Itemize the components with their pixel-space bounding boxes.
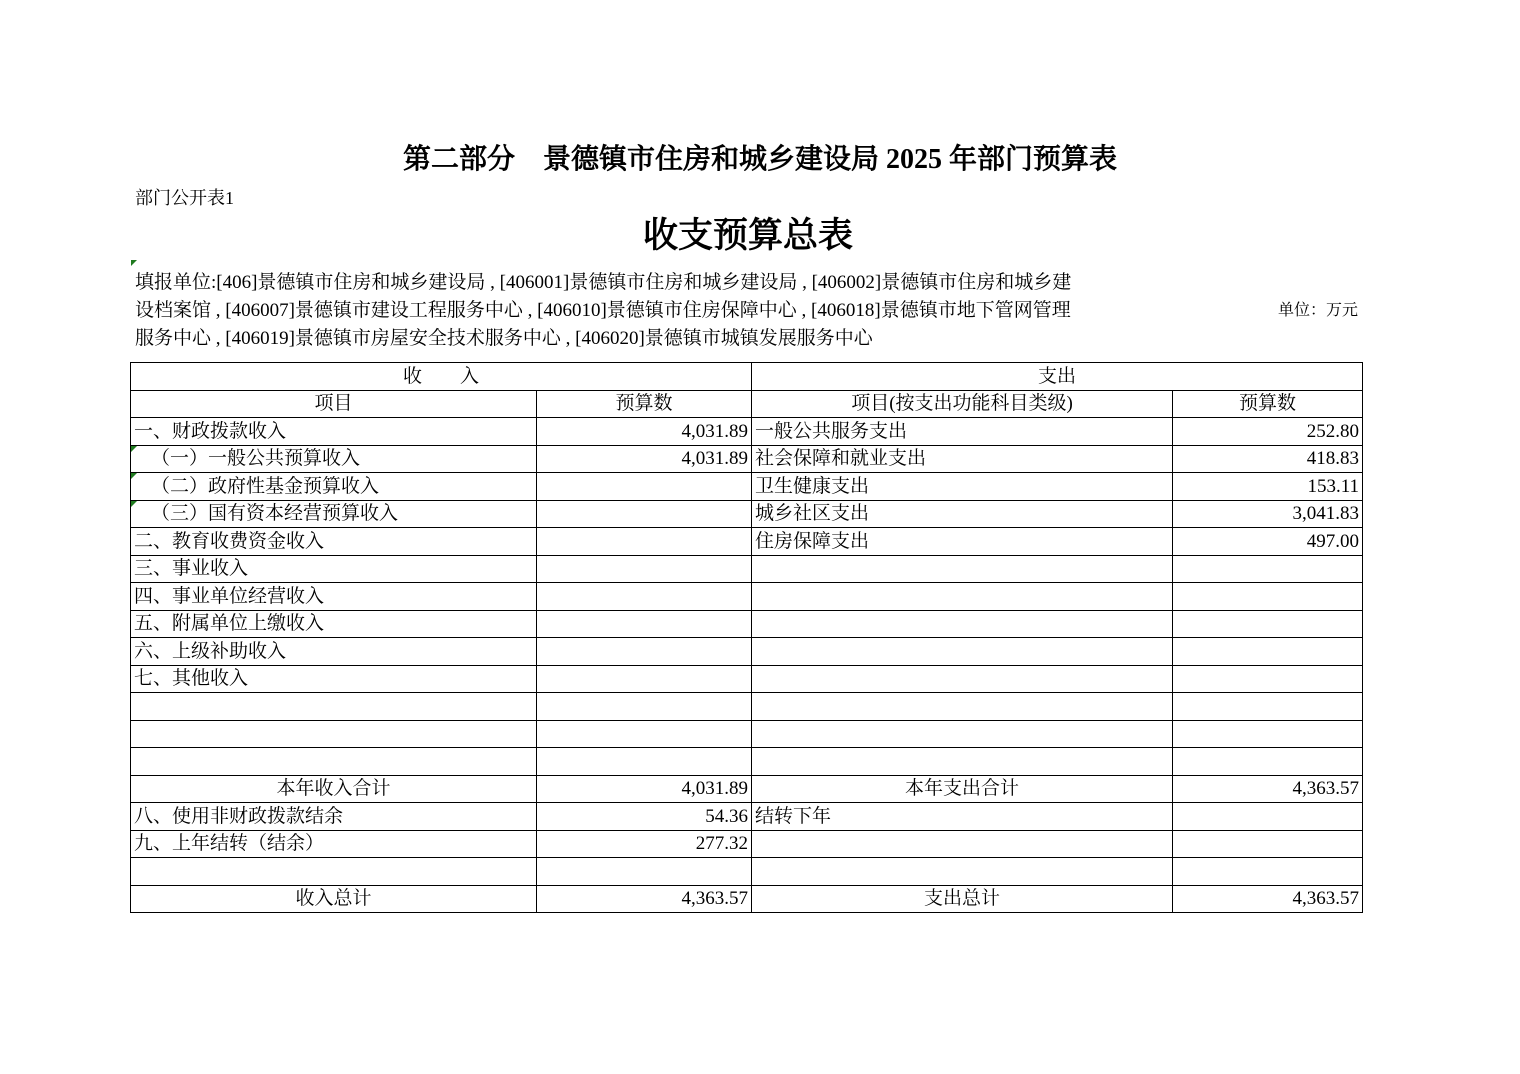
- table-row: [131, 610, 1363, 638]
- part-title: 第二部分 景德镇市住房和城乡建设局 2025 年部门预算表: [402, 144, 1117, 175]
- income-item: 三、事业收入: [131, 555, 537, 583]
- cell-marker-icon: [131, 260, 137, 266]
- budget-table: [130, 362, 1363, 913]
- expense-total-value: 4,363.57: [1173, 885, 1363, 913]
- expense-value: [1173, 803, 1363, 831]
- expense-item: [752, 830, 1173, 858]
- header-expense-budget: 预算数: [1173, 390, 1363, 418]
- fill-unit-line: 设档案馆 , [406007]景德镇市建设工程服务中心 , [406010]景德镇市住房保障中心 , [406018]景德镇市地下管网管理: [135, 300, 1071, 321]
- expense-value: 153.11: [1173, 473, 1363, 501]
- expense-value: 418.83: [1173, 445, 1363, 473]
- expense-item: [752, 583, 1173, 611]
- income-value: 4,031.89: [537, 445, 752, 473]
- income-subtotal-label: 本年收入合计: [131, 775, 537, 803]
- table-row-empty: [131, 693, 1363, 721]
- expense-item: 卫生健康支出: [752, 473, 1173, 501]
- fill-unit-text: [135, 269, 1071, 353]
- expense-value: [1173, 583, 1363, 611]
- header-expense: 支出: [752, 363, 1363, 391]
- table-row-total: [131, 885, 1363, 913]
- fill-unit-line: 服务中心 , [406019]景德镇市房屋安全技术服务中心 , [406020]景德镇市城镇发展服务中心: [135, 328, 873, 349]
- expense-value: [1173, 555, 1363, 583]
- table-row-empty: [131, 748, 1363, 776]
- income-value: [537, 858, 752, 886]
- expense-item: [752, 858, 1173, 886]
- income-item: 二、教育收费资金收入: [131, 528, 537, 556]
- income-value: 54.36: [537, 803, 752, 831]
- income-item: 五、附属单位上缴收入: [131, 610, 537, 638]
- cell-marker-icon: [131, 501, 137, 507]
- fill-unit-line: 填报单位:[406]景德镇市住房和城乡建设局 , [406001]景德镇市住房和城乡建设局 , [406002]景德镇市住房和城乡建: [135, 272, 1072, 293]
- income-item-label: （三）国有资本经营预算收入: [151, 503, 399, 525]
- income-item: 六、上级补助收入: [131, 638, 537, 666]
- expense-item: 一般公共服务支出: [752, 418, 1173, 446]
- expense-item: [752, 665, 1173, 693]
- income-subtotal-value: 4,031.89: [537, 775, 752, 803]
- income-value: [537, 638, 752, 666]
- expense-item: [752, 555, 1173, 583]
- income-item: [131, 500, 537, 528]
- income-item: [131, 445, 537, 473]
- expense-item: [752, 638, 1173, 666]
- expense-value: 3,041.83: [1173, 500, 1363, 528]
- expense-item: [752, 720, 1173, 748]
- income-item: 四、事业单位经营收入: [131, 583, 537, 611]
- expense-value: [1173, 665, 1363, 693]
- expense-value: [1173, 748, 1363, 776]
- table-row: [131, 555, 1363, 583]
- table-row-empty: [131, 720, 1363, 748]
- table-row: [131, 583, 1363, 611]
- income-item: [131, 473, 537, 501]
- expense-item: 社会保障和就业支出: [752, 445, 1173, 473]
- header-expense-item: 项目(按支出功能科目类级): [752, 390, 1173, 418]
- header-income-budget: 预算数: [537, 390, 752, 418]
- expense-item: [752, 748, 1173, 776]
- table-row-empty: [131, 858, 1363, 886]
- table-row: [131, 528, 1363, 556]
- expense-value: 252.80: [1173, 418, 1363, 446]
- unit-label: 单位：万元: [1277, 302, 1358, 319]
- expense-subtotal-label: 本年支出合计: [752, 775, 1173, 803]
- expense-value: 497.00: [1173, 528, 1363, 556]
- table-row: [131, 830, 1363, 858]
- income-item: [131, 858, 537, 886]
- income-value: 4,031.89: [537, 418, 752, 446]
- income-item: [131, 693, 537, 721]
- income-item: [131, 720, 537, 748]
- income-value: [537, 500, 752, 528]
- table-row: [131, 500, 1363, 528]
- expense-item: [752, 610, 1173, 638]
- income-value: [537, 528, 752, 556]
- table-row: [131, 803, 1363, 831]
- expense-item: [752, 693, 1173, 721]
- income-value: [537, 610, 752, 638]
- income-value: [537, 665, 752, 693]
- income-value: [537, 555, 752, 583]
- income-total-value: 4,363.57: [537, 885, 752, 913]
- income-value: [537, 693, 752, 721]
- expense-subtotal-value: 4,363.57: [1173, 775, 1363, 803]
- table-row: [131, 638, 1363, 666]
- expense-item: 城乡社区支出: [752, 500, 1173, 528]
- expense-value: [1173, 720, 1363, 748]
- expense-value: [1173, 638, 1363, 666]
- table-code: 部门公开表1: [135, 188, 234, 208]
- income-item-label: （一）一般公共预算收入: [151, 448, 361, 470]
- cell-marker-icon: [131, 446, 137, 452]
- header-income-item: 项目: [131, 390, 537, 418]
- income-value: [537, 583, 752, 611]
- table-row-subtotal: [131, 775, 1363, 803]
- expense-value: [1173, 858, 1363, 886]
- header-row-group: [131, 363, 1363, 391]
- expense-value: [1173, 610, 1363, 638]
- table-row: [131, 418, 1363, 446]
- expense-total-label: 支出总计: [752, 885, 1173, 913]
- expense-value: [1173, 693, 1363, 721]
- table-row: [131, 445, 1363, 473]
- income-total-label: 收入总计: [131, 885, 537, 913]
- header-row-columns: [131, 390, 1363, 418]
- table-row: [131, 473, 1363, 501]
- income-item: [131, 748, 537, 776]
- expense-item: 结转下年: [752, 803, 1173, 831]
- table-title: 收支预算总表: [642, 216, 853, 255]
- income-value: 277.32: [537, 830, 752, 858]
- header-income: 收 入: [131, 363, 752, 391]
- income-item: 八、使用非财政拨款结余: [131, 803, 537, 831]
- income-item: 一、财政拨款收入: [131, 418, 537, 446]
- expense-item: 住房保障支出: [752, 528, 1173, 556]
- income-item: 七、其他收入: [131, 665, 537, 693]
- cell-marker-icon: [131, 473, 137, 479]
- income-value: [537, 720, 752, 748]
- income-value: [537, 748, 752, 776]
- table-row: [131, 665, 1363, 693]
- income-value: [537, 473, 752, 501]
- expense-value: [1173, 830, 1363, 858]
- income-item: 九、上年结转（结余）: [131, 830, 537, 858]
- income-item-label: （二）政府性基金预算收入: [151, 475, 380, 497]
